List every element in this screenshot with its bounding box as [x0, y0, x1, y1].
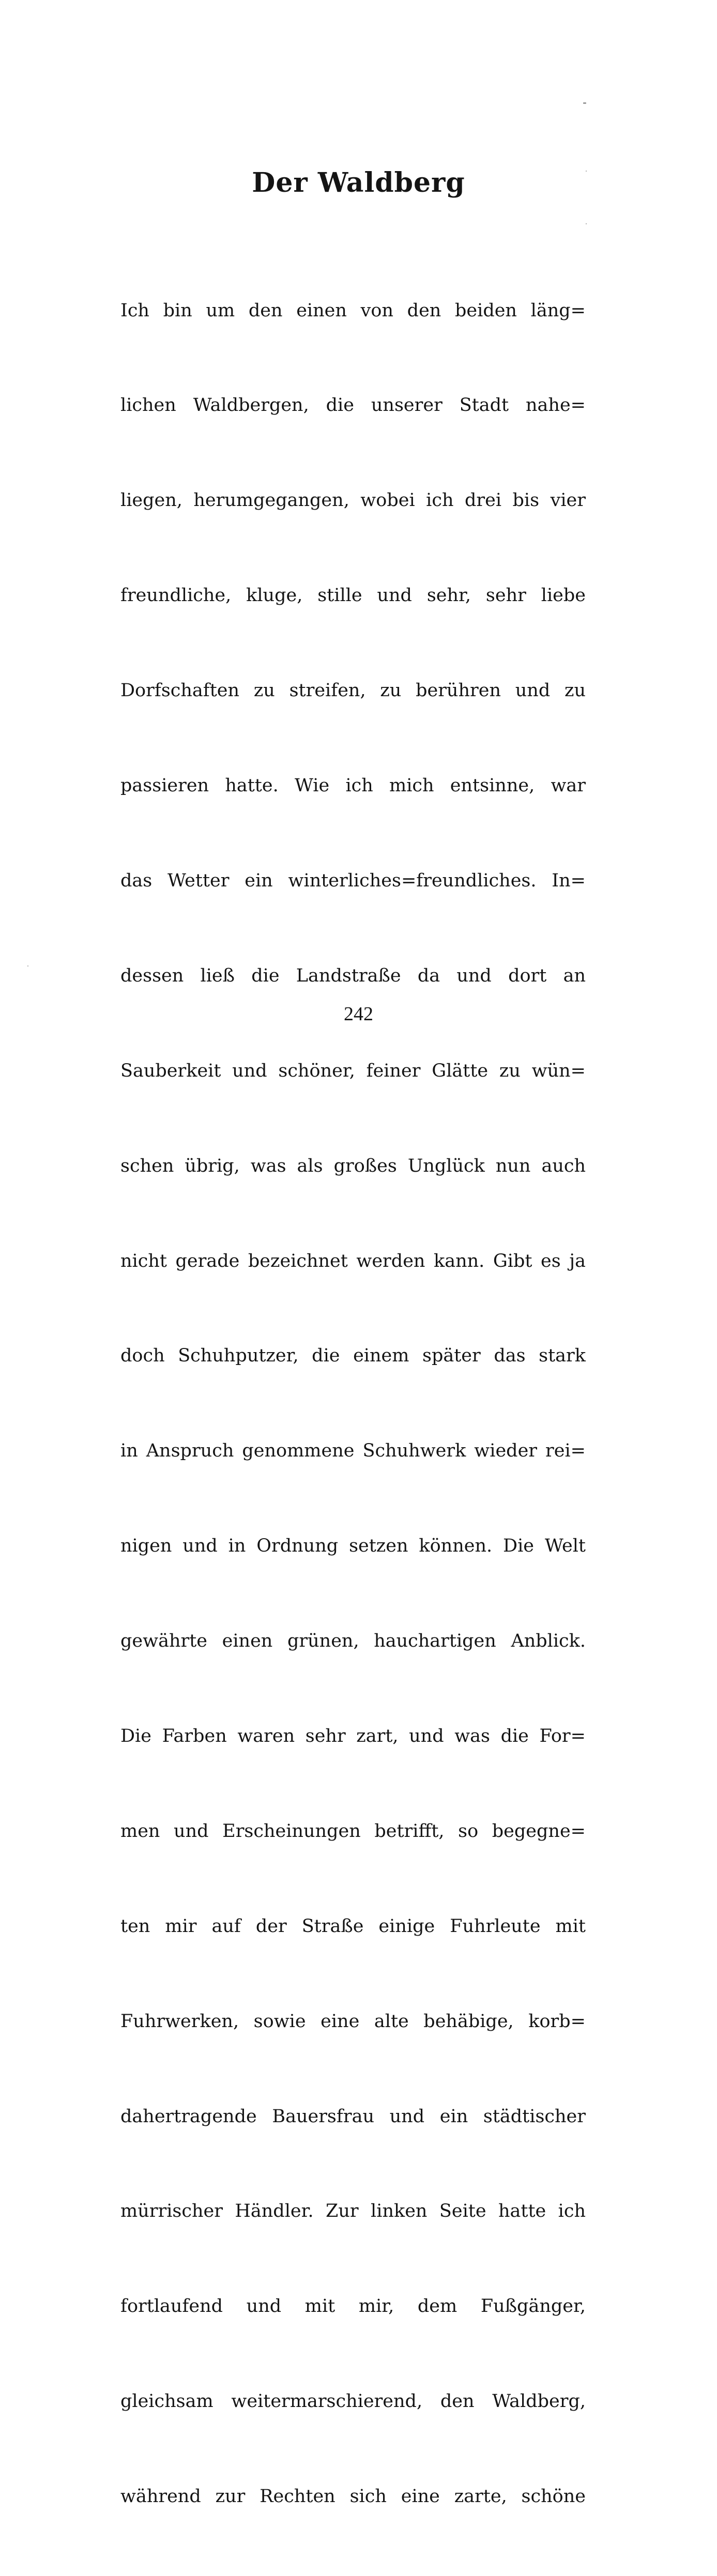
text-line: ten mir auf der Straße einige Fuhrleute mit — [120, 1915, 586, 1937]
text-line: nicht gerade bezeichnet werden kann. Gibt es ja — [120, 1250, 586, 1271]
text-line: mürrischer Händler. Zur linken Seite hatte ich — [120, 2201, 586, 2222]
body-text — [120, 232, 586, 2576]
text-line: dessen ließ die Landstraße da und dort an — [120, 965, 586, 986]
text-line: während zur Rechten sich eine zarte, schöne — [120, 2486, 586, 2507]
text-line: Ich bin um den einen von den beiden läng= — [120, 300, 586, 321]
text-line: Fuhrwerken, sowie eine alte behäbige, korb= — [120, 2011, 586, 2032]
text-line: das Wetter ein winterliches=freundliches. In= — [120, 870, 586, 891]
text-line: doch Schuhputzer, die einem später das stark — [120, 1345, 586, 1367]
text-line: Dorfschaften zu streifen, zu berühren und zu — [120, 680, 586, 701]
text-line: lichen Waldbergen, die unserer Stadt nahe= — [120, 395, 586, 416]
text-line: freundliche, kluge, stille und sehr, sehr liebe — [120, 585, 586, 606]
text-line: Die Farben waren sehr zart, und was die For= — [120, 1725, 586, 1746]
text-line: dahertragende Bauersfrau und ein städtischer — [120, 2106, 586, 2127]
scan-speck — [27, 965, 28, 967]
text-line: liegen, herumgegangen, wobei ich drei bis vier — [120, 490, 586, 511]
chapter-title: Der Waldberg — [252, 167, 465, 198]
page-number: 242 — [344, 1003, 373, 1025]
scan-speck — [583, 102, 586, 104]
text-line: in Anspruch genommene Schuhwerk wieder rei= — [120, 1440, 586, 1462]
text-line: passieren hatte. Wie ich mich entsinne, war — [120, 775, 586, 796]
text-line: Sauberkeit und schöner, feiner Glätte zu wün= — [120, 1060, 586, 1081]
text-line: nigen und in Ordnung setzen können. Die Welt — [120, 1536, 586, 1557]
text-line: gleichsam weitermarschierend, den Waldberg, — [120, 2391, 586, 2412]
text-line: schen übrig, was als großes Unglück nun auch — [120, 1155, 586, 1176]
text-line: fortlaufend und mit mir, dem Fußgänger, — [120, 2296, 586, 2317]
scan-speck — [586, 223, 587, 224]
text-line: gewährte einen grünen, hauchartigen Anblick. — [120, 1631, 586, 1652]
scan-speck — [586, 171, 587, 172]
text-line: men und Erscheinungen betrifft, so begegne= — [120, 1820, 586, 1842]
